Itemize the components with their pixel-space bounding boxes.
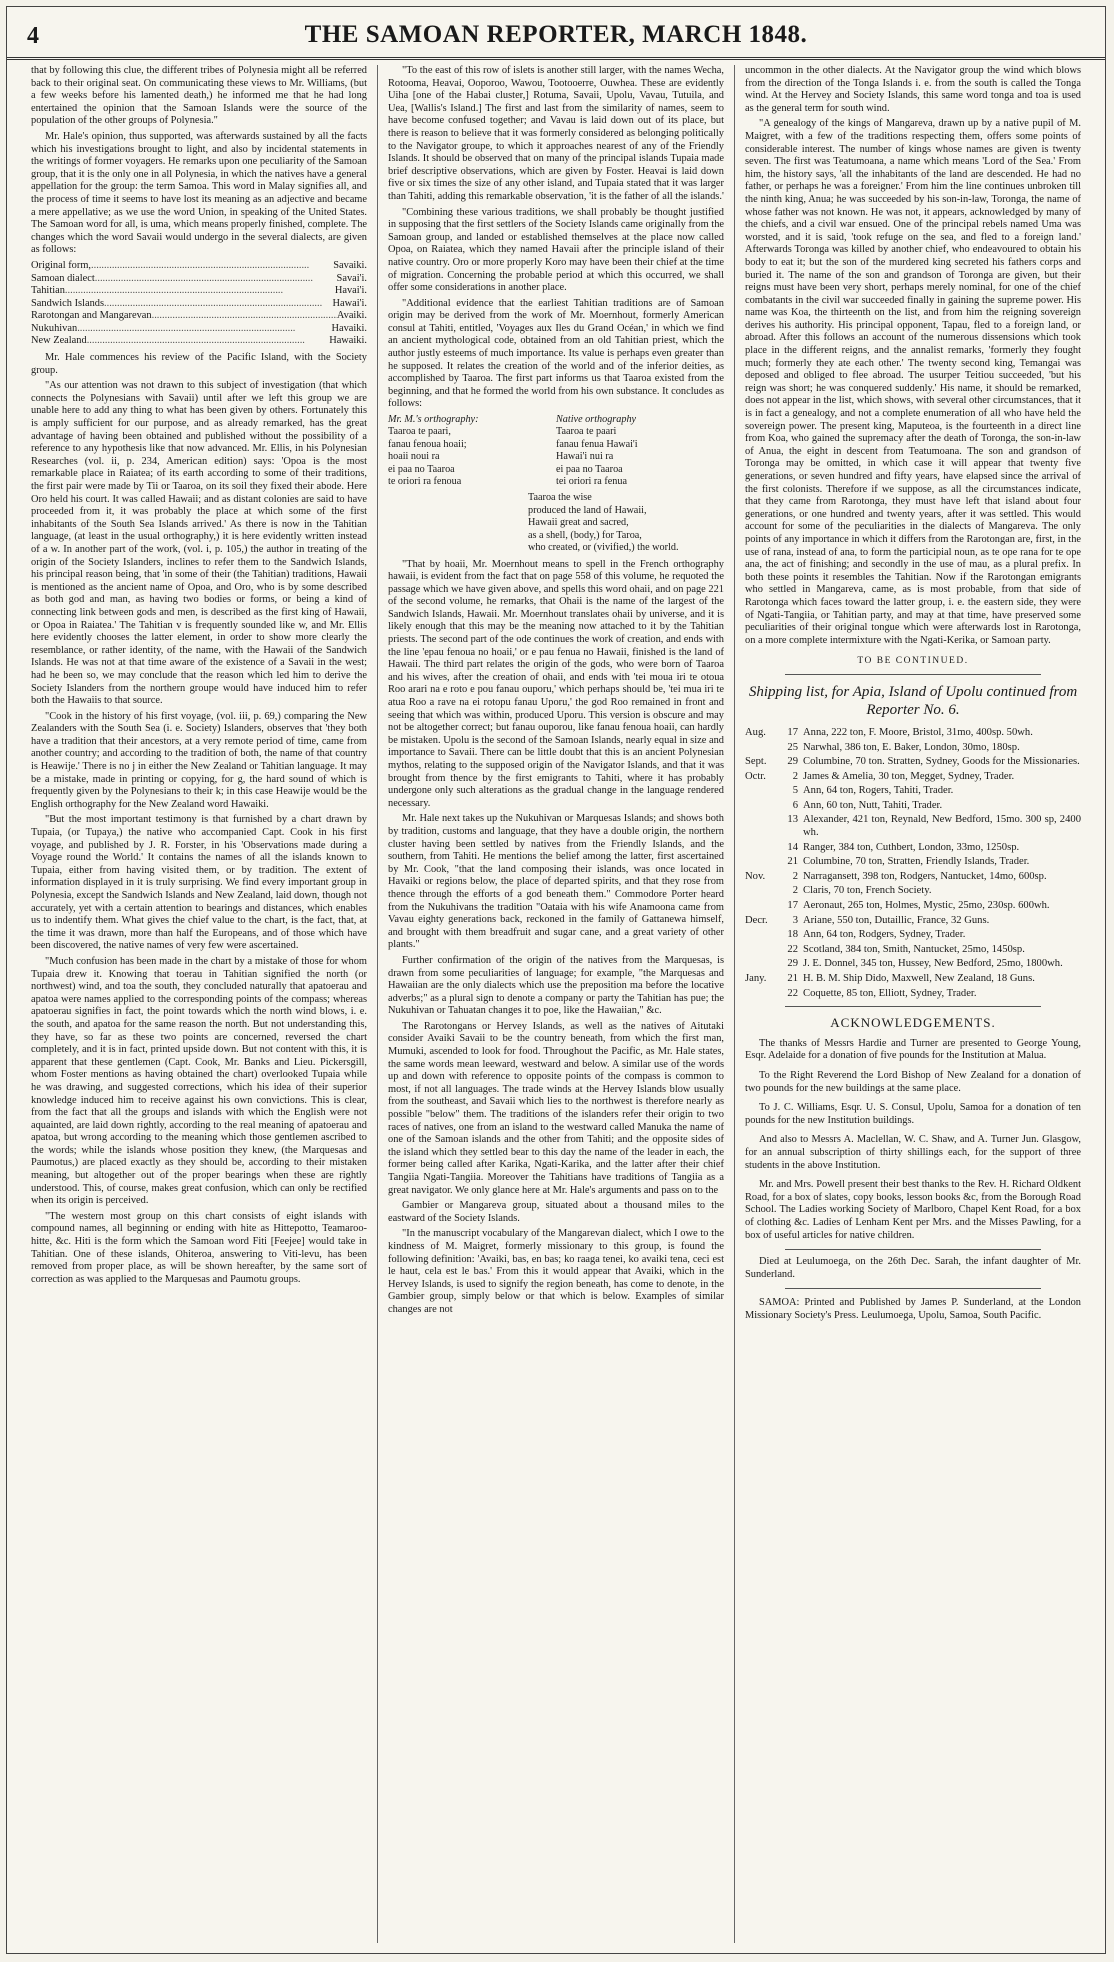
dialect-row: Sandwich Islands ..... Hawai'i. [31, 298, 367, 311]
shipping-entry: 25 Narwhal, 386 ton, E. Baker, London, 30mo, 180sp. [787, 741, 1020, 753]
orthography-cell: fanau fenua Hawai'i [556, 438, 638, 450]
shipping-entry: 22 Scotland, 384 ton, Smith, Nantucket, 25mo, 1450sp. [787, 943, 1025, 955]
orthography-header-right: Native orthography [556, 414, 637, 426]
divider [785, 1249, 1041, 1250]
dialect-table [31, 260, 367, 348]
paragraph: Mr. Hale commences his review of the Pacific Island, with the Society group. [31, 352, 367, 376]
paragraph: "As our attention was not drawn to this subject of investigation (that which connects the Polynesians with Savaii) until after we left this group we are unable here to add any thing to what has been given by others. Fortunately this is amply sufficient for our purpose, and as already remarked, has the great advantage of having been obtained and published without the possibility of a reference to any hypothesis like that now advanced. Mr. Ellis, in his Polynesian Researches (vol. ii, p. 234, American edition) says: 'Opoa is the most remarkable place in Raiatea; of its earth according to some of their traditions, the first pair were made by Tii or Taaroa, on its soil they fixed their abode. Here Oro held his court. It was called Hawaii; and as distant colonies are said to have proceeded from it, it was probably the place at which some of the first inhabitants of the South Sea Islands arrived.' As there is now in the Tahitian language, (at least in the usual orthography,) it is here evidently written instead of a w. In another part of the work, (vol. i, p. 105,) the author in treating of the origin of the Society Islanders, inclines to refer them to the Sandwich Islands, his principal reason being, that 'in some of their (the Tahitian) traditions, Hawaii is mentioned as the ancient name of Opoa, and Oro, who is by some described as both god and man, as having two bodies or forms, or being a kind of connecting link between gods and men, is described as the first king of Hawaii, or Opoa in Raiatea.' The Tahitian v is frequently sounded like w, and Mr. Ellis here evidently chooses the latter element, in order to show more clearly the resemblance, or rather identity, of the name, with the Hawaii of the Sandwich Islands. He was not at that time aware of the existence of a Savaii in the west; had he been so, we may conclude that the reason which led him to derive the Society Islanders from the northern groupe would have induced him to refer both the Hawaiis to that source. [31, 380, 367, 707]
translation-line: Taaroa the wise [528, 492, 592, 504]
column-2 [377, 65, 734, 1943]
acknowledgement: And also to Messrs A. Maclellan, W. C. Shaw, and A. Turner Jun. Glasgow, for an annual subscription of thirty shillings each, for the support of three students in the above Institution. [745, 1134, 1081, 1171]
acknowledgements [745, 1038, 1081, 1282]
paragraph: "In the manuscript vocabulary of the Mangarevan dialect, which I owe to the kindness of M. Maigret, formerly missionary to this group, is found the following definition: 'Avaiki, bas, en bas; ko raaga tenei, ko avaiki tena, ceci est le haut, cela est le bas.' From this it would appear that Avaiki, which in the Hervey Islands, is used to signify the region beneath, has come to denote, in the Gambier group, simply below or that which is below. Examples of similar changes are not [388, 1228, 724, 1315]
orthography-cell: te oriori ra fenoua [388, 476, 462, 488]
newspaper-page [6, 6, 1106, 1954]
dialect-row: New Zealand ..... Hawaiki. [31, 335, 367, 348]
shipping-entry: 2 Claris, 70 ton, French Society. [792, 885, 932, 897]
acknowledgements-heading: ACKNOWLEDGEMENTS. [830, 1015, 996, 1031]
imprint: SAMOA: Printed and Published by James P. Sunderland, at the London Missionary Society's Press. Leulumoega, Upolu, Samoa, South Pacific. [745, 1297, 1081, 1321]
paragraph: "To the east of this row of islets is another still larger, with the names Wecha, Rotooma, Heavai, Ooporoo, Wawou, Tootooerre, Ouwhea. These are evidently Uiha [one of the Habai cluster,] Rotuma, Savaii, Upolu, Vavau, Tutuila, and Uea, [Wallis's Island.] The first and last from the similarity of names, seem to have become confused together; and Vavau is laid down out of its place, but there is reason to believe that it was formerly considered as belonging politically to the Navigator groupe, to which it approaches nearest of any of the Friendly Islands. It should be observed that on many of the principal islands Tupaia made brief descriptive observations, which are given by Foster. Heavai is laid down five or six times the size of any other island, and Tupaia stated that it was larger than Tahiti, adding this remarkable observation, 'it is the father of all the islands.' [388, 65, 724, 202]
translation-block [388, 492, 724, 554]
to-be-continued: TO BE CONTINUED. [857, 656, 969, 667]
shipping-list [745, 727, 1081, 1000]
dialect-row: Nukuhivan ..... Havaiki. [31, 323, 367, 336]
orthography-cell: ei paa no Taaroa [388, 463, 455, 475]
shipping-entry: 6 Ann, 60 ton, Nutt, Tahiti, Trader. [792, 799, 943, 811]
shipping-entry: 21 Columbine, 70 ton, Stratten, Friendly Islands, Trader. [787, 856, 1030, 868]
paragraph: Mr. Hale next takes up the Nukuhivan or Marquesas Islands; and shows both by tradition, customs and language, that they have a double origin, the northern cluster having been settled by natives from the Friendly Islands, and the southern, from Tahiti. He mentions the belief among the latter, first ascertained by Mr. Cook, "that the land composing their islands, was once located in Havaiki or regions below, the place of departed spirits, and that they rose from thence through the efforts of a god beneath them." Commodore Porter heard from the Nukuhivans the tradition "Oataia with his wife Anamoona came from Vavau eighty generations back, reckoned in the family of Gattanewa himself, and brought with them breadfruit and sugar cane, and a great variety of other plants." [388, 813, 724, 951]
shipping-entry: 5 Ann, 64 ton, Rogers, Tahiti, Trader. [792, 785, 954, 797]
orthography-cell: Hawai'i nui ra [556, 451, 614, 463]
divider [785, 674, 1041, 675]
acknowledgement: Mr. and Mrs. Powell present their best thanks to the Rev. H. Richard Oldkent Road, for a box of slates, copy books, lesson books &c, from the Borough Road School. The Ladies working Society of Marlboro, Chapel Kent Road, for a box of clothing &c. Ladies of Lenham Kent per Mrs. and the Misses Pawling, for a box of useful articles for native children. [745, 1179, 1081, 1241]
translation-line: Hawaii great and sacred, [528, 517, 629, 529]
paragraph: Further confirmation of the origin of the natives from the Marquesas, is drawn from some peculiarities of language; for example, "the Marquesas and Hawaiian are the only dialects which use the preposition ma before the locative adverbs;" as a plural sign to denote a company or party the Tahitian has pue; the Nukuhivan or Tahuatan changes it to poe, like the Hawaiian," &c. [388, 954, 724, 1017]
orthography-table [388, 414, 724, 488]
shipping-entry: Jany. 21 H. B. M. Ship Dido, Maxwell, New Zealand, 18 Guns. [745, 973, 1035, 984]
paragraph: "Cook in the history of his first voyage, (vol. iii, p. 69,) comparing the New Zealanders with the South Sea (i. e. Society) Islanders, observes that 'they both have a tradition that their ancestors, at a very remote period of time, came from another country; and according to the tradition of both, the name of that country is Heawije.' There is no j in either the New Zealand or Tahitian language. It may be a mistake, made in printing or copying, for g, the hard sound of which is frequently given by the Polynesians to their k; in this case Heawije would be the English orthography for the New Zealand word Hawaiki. [31, 710, 367, 810]
dialect-row: Samoan dialect ..... Savai'i. [31, 273, 367, 286]
translation-line: produced the land of Hawaii, [528, 504, 647, 516]
dialect-row: Tahitian ..... Havai'i. [31, 285, 367, 298]
dialect-row: Original form, ..... Savaiki. [31, 260, 367, 273]
paragraph: uncommon in the other dialects. At the Navigator group the wind which blows from the direction of the Tonga Islands i. e. from the south is called the Tonga wind. At the Hervey and Society Islands, this same word tonga and toa is used as the general term for south wind. [745, 65, 1081, 114]
orthography-cell: tei oriori ra fenua [556, 476, 627, 488]
column-3 [734, 65, 1091, 1943]
orthography-cell: hoaii noui ra [388, 451, 440, 463]
paragraph: "Combining these various traditions, we shall probably be thought justified in supposing that the first settlers of the Society Islands came originally from the Samoan group, and landed or established themselves at the place now called Opoa, on Raiatea, which they named Havaii after the principle island of their native country. Oro or more properly Koro may have been their chief at the time of migration. Concerning the probable period at which this occurred, we shall offer some considerations in another place. [388, 206, 724, 294]
shipping-entry: Aug. 17 Anna, 222 ton, F. Moore, Bristol, 31mo, 400sp. 50wh. [745, 726, 1033, 738]
paragraph: "Much confusion has been made in the chart by a mistake of those for whom Tupaia drew it. Knowing that toerau in Tahitian signified the north (or northwest) wind, and toa the south, they concluded naturally that apatoerau and apatoa were names applied to the corresponding points of the compass; whereas apatoerau signifies in fact, the point towards which the north wind blows, i. e. the south, and apatoa for the same reason the north. But not understanding this, they have, so far as these two points are concerned, reversed the chart completely, and it is in fact, printed upside down. But not content with this, it is apparent that these gentlemen (Capt. Cook, Mr. Banks and Lieu. Pickersgill, whom Foster mentions as having obtained the chart) overlooked Tupaia while he was drawing, and suggested corrections, which his idea of their superior knowledge induced him to receive against his own convictions. This is clear, from the fact that all the groups and islands with which the English were not aquainted, are laid down rightly, according to the real meaning of apatoerau and apatoa, but wrong according to the meaning which those gentlemen ascribed to the words; while the islands whose position they knew, (the Marquesas and Paumotus,) are placed exactly as they should be, according to their mistaken meaning, but altogether out of the proper bearings when these are rightly understood. This, of course, makes great confusion, which can only be rectified when its origin is perceived. [31, 955, 367, 1207]
translation-line: who created, or (vivified,) the world. [528, 542, 679, 554]
shipping-list-title: Shipping list, for Apia, Island of Upolu continued from Reporter No. 6. [748, 683, 1078, 718]
masthead [7, 7, 1105, 60]
paragraph: that by following this clue, the different tribes of Polynesia might all be referred back to their original seat. On communicating these views to Mr. Williams, (but a few weeks before his lamented death,) he informed me that he had long entertained the opinion that the Samoan Islands were the source of the population of the other groups of Polynesia." [31, 65, 367, 127]
paragraph: The Rarotongans or Hervey Islands, as well as the natives of Aitutaki consider Avaiki Savaii to be the country beneath, from which the first man, Mumuki, ascended to look for food. Throughout the Pacific, as Mr. Hale states, the same words mean leeward, westward and below. A similar use of the words up and down with reference to opposite points of the compass is common to most, if not all languages. The trade winds at the Hervey Islands blow usually from the southeast, and Savaii which lies to the northwest is therefore nearly as possible "below" them. The traditions of the islanders refer their origin to two races of natives, one from an island to the westward called Manuka the name of one of the Samoan islands and the other from Tahiti; and the opposite sides of the island which they settled bear to this day the name of the leader in each, the former being called after Karika, Ngati-Karika, and the latter after their chief Tangiia Ngati-Tangiia. Moreover the Tahitians have traditions of Tangiia as a great navigator. We only glance here at Mr. Hale's arguments and pass on to the [388, 1020, 724, 1196]
shipping-entry: 18 Ann, 64 ton, Rodgers, Sydney, Trader. [787, 929, 966, 941]
orthography-header-left: Mr. M.'s orthography: [388, 414, 479, 426]
dialect-row: Rarotongan and Mangarevan ..... Avaiki. [31, 310, 367, 323]
divider [785, 1006, 1041, 1007]
orthography-cell: Taaroa te paari, [388, 426, 451, 438]
divider [785, 1288, 1041, 1289]
page-number: 4 [27, 23, 39, 49]
acknowledgement: To the Right Reverend the Lord Bishop of New Zealand for a donation of two pounds for the new buildings at the same place. [745, 1069, 1081, 1094]
translation-line: as a shell, (body,) for Taroa, [528, 529, 642, 541]
paragraph: "That by hoaii, Mr. Moernhout means to spell in the French orthography hawaii, is evident from the fact that on page 558 of this volume, he requoted the passage which we have given above, and spells this word ohaii, and on page 221 of the second volume, he remarks, that Ohaii is the name of the largest of the Sandwich Islands, Hawaii. Mr. Moernhout translates ohaii by universe, and it is likely enough that this may be the meaning now attached to it by the Tahitian priests. The second part of the ode continues the work of creation, and ends with the line 'epau fenoua no hoaii,' or e pau fenua no Hawaii, finished is the land of Hawaii. The third part relates the origin of the gods, who were born of Taaroa and his wives, after the creation of ohaii, and ends with 'tei moua iri te otoua Roo arari na e roto e pou fanau ouporu,' which perhaps should be, 'tei mua iri te atua Roo a rave na ei rotopu fanau Uporu,' the god Roo remained in front and seeing that which was within, produced Uporu. This version is obscure and may not be altogether correct; but fanau ouporou, like fanau fenoua hoaii, can hardly be mistaken. Upolu is the second of the Samoan Islands, nearly equal in size and importance to Savaii. There can be little doubt that this is an ancient Polynesian mythos, relating to the supposed origin of the Navigator Islands, and that it was brought from thence by the first emigrants to Tahiti, where it has probably undergone only such alterations as the gradual change in the language rendered necessary. [388, 558, 724, 809]
columns [21, 65, 1091, 1943]
paragraph: "Additional evidence that the earliest Tahitian traditions are of Samoan origin may be derived from the work of Mr. Moernhout, formerly American consul at Tahiti, entitled, 'Voyages aux Iles du Grand Océan,' in which we find an ancient mythological code, obtained from an old Tahitian priest, which the author justly esteems of much importance. Its value is perhaps even greater than he supposed. It relates the creation of the world and of the inferior deities, as accomplished by Taaroa. The first part informs us that Taaroa existed from the beginning, and that he formed the world from his own substance. It concludes as follows: [388, 297, 724, 410]
acknowledgement: The thanks of Messrs Hardie and Turner are presented to George Young, Esqr. Adelaide for a donation of five pounds for the Institution at Malua. [745, 1037, 1081, 1062]
shipping-entry: 13 Alexander, 421 ton, Reynald, New Bedford, 15mo. 300 sp, 2400 wh. [787, 814, 1081, 839]
orthography-cell: ei paa no Taaroa [556, 463, 623, 475]
shipping-entry: 29 J. E. Donnel, 345 ton, Hussey, New Bedford, 25mo, 1800wh. [787, 958, 1063, 970]
newspaper-title: THE SAMOAN REPORTER, MARCH 1848. [304, 21, 808, 48]
death-notice: Died at Leulumoega, on the 26th Dec. Sarah, the infant daughter of Mr. Sunderland. [745, 1256, 1081, 1280]
paragraph: Mr. Hale's opinion, thus supported, was afterwards sustained by all the facts which his investigations brought to light, and also by incidental statements in the writings of former voyagers. He remarks upon one peculiarity of the Samoan group, that it is the only one in all Polynesia, in which the natives have a general appellation for the group: the term Samoa. This word in Malay signifies all, and the process of time it seems to have lost its meaning as an adjective and became a mere appellative; as we use the word Union, in speaking of the United States. The Samoan word for all, is uma, which means properly finished, complete. The changes which the word Savaii would undergo in the several dialects, are given as follows: [31, 130, 367, 256]
paragraph: Gambier or Mangareva group, situated about a thousand miles to the eastward of the Society Islands. [388, 1200, 724, 1224]
shipping-entry: 22 Coquette, 85 ton, Elliott, Sydney, Trader. [787, 987, 977, 999]
shipping-entry: 17 Aeronaut, 265 ton, Holmes, Mystic, 25mo, 230sp. 600wh. [787, 900, 1050, 912]
acknowledgement: To J. C. Williams, Esqr. U. S. Consul, Upolu, Samoa for a donation of ten pounds for the new Institution buildings. [745, 1102, 1081, 1126]
shipping-entry: 14 Ranger, 384 ton, Cuthbert, London, 33mo, 1250sp. [787, 841, 1020, 853]
shipping-entry: Sept. 29 Columbine, 70 ton. Stratten, Sydney, Goods for the Missionaries. [745, 756, 1080, 768]
shipping-entry: Decr. 3 Ariane, 550 ton, Dutaillic, France, 32 Guns. [745, 914, 990, 926]
paragraph: "The western most group on this chart consists of eight islands with compound names, all beginning or ending with hite as Hittepotto, Teamaroo-hitte, &c. Hiti is the form which the Samoan word Fiti [Feejee] would take in Tahitian. One of these islands, Ohiteroa, answering to Viti-levu, has been removed from proper place, as will be shown hereafter, by the same sort of correction as was applied to the Marquesas and Paumotu groups. [31, 1210, 367, 1285]
paragraph: "But the most important testimony is that furnished by a chart drawn by Tupaia, (or Tupaya,) the native who accompanied Capt. Cook in his first voyage, and published by J. R. Forster, in his 'Observations made during a Voyage round the World.' It contains the names of all the islands known to Tupaia, either from having visited them, or by tradition. The extent of information displayed in it is truly surprising. We find every important group in Polynesia, except the Sandwich Islands and New Zealand, laid down, though not accurately, yet with a certain attention to bearings and distances, which enables us to indentify them. What gives the chief value to the chart, is the fact, that, at the time it was drawn, more than half the Europeans, and of those which have been discovered, the native names of very few were ascertained. [31, 814, 367, 952]
orthography-cell: fanau fenoua hoaii; [388, 438, 467, 450]
column-1 [21, 65, 377, 1943]
shipping-entry: Nov. 2 Narragansett, 398 ton, Rodgers, Nantucket, 14mo, 600sp. [745, 870, 1047, 882]
paragraph: "A genealogy of the kings of Mangareva, drawn up by a native pupil of M. Maigret, with a few of the traditions respecting them, offers some points of considerable interest. The number of kings whose names are given is twenty seven. The first was Teatumoana, a name which means 'Lord of the Sea.' From him, the history says, 'all the inhabitants of the land are descended. He had no father, or perhaps he was a foreigner.' From him the line continues unbroken till the ninth king, Anua; he was succeeded by his son-in-law, Toronga, the name of whose father was not known. He was not, it appears, acknowledged by many of the chiefs, and a civil war ensued. One of the principal rebels named Uma was worsted, and it is said, 'took refuge on the sea, and fled to a foreign land.' Afterwards Toronga was killed by another chief, who endeavoured to obtain his body to eat it; but the son of the murdered king secreted his fathers corps and buried it. The name of the son and grandson of Toronga are given, but their reigns must have been very short, perhaps merely nominal, for one of the chief combatants in the civil war succeeded finally in gaining the supreme power. His name was Koa, the thirteenth on the list, and from him the reigning sovereign derives his authority. His principal opponent, Tapau, fled to a foreign land, or abroad. After this follows an account of the numerous dissensions which took place in the different reigns, and the annalist remarks, 'formerly they fought much; formerly they ate each other.' The twenty second king, Temangai was deposed and obliged to flee abroad. The usurper Teitiou succeeded, 'but his reign was short; he was conquered suddenly.' His name, it should be remarked, does not appear in the list, which shows, with several other circumstances, that it is in fact a genealogy, and not a complete enumeration of all who have held the sovereign power. The present king, Maputeoa, is the fourteenth in a direct line from Koa, who gained the supremacy after the death of Toronga, the son-in-law of Anua, the eight in descent from Teatumoana. The son and grandson of Toronga may be omitted, in which case it will appear that twenty five generations, or seven hundred and fifty years, have elapsed since the arrival of the first colonists. Therefore if we suppose, as all the circumstances indicate, that they came from Rarotonga, they must have left that island about four generations, or one hundred and twenty years, after it was settled. This would account for some of the peculiarities in the dialects of Mangareva. The only points of any importance in which it differs from the Rarotongan are, first, in the use of rana, instead of ana, to form the participial noun, as te ope rana for te ope ana, the act of finishing; and secondly in the use of mau, as a plural prefix. In both these points it resembles the Tahitian. Now if the Rarotongan emigrants who settled in Mangareva, came, as is most probable, from that side of Rarotonga which faces toward the latter group, i. e. the eastern side, they were of Ngati-Tangiia, or Tahitian party, and may at that time, have preserved some peculiarities of their original tongue which were afterwards lost in Rarotonga, on a more complete intermixture with the Ngati-Kerika, or Samoan party. [745, 118, 1081, 646]
orthography-cell: Taaroa te paari [556, 426, 617, 438]
shipping-entry: Octr. 2 James & Amelia, 30 ton, Megget, Sydney, Trader. [745, 770, 1015, 782]
